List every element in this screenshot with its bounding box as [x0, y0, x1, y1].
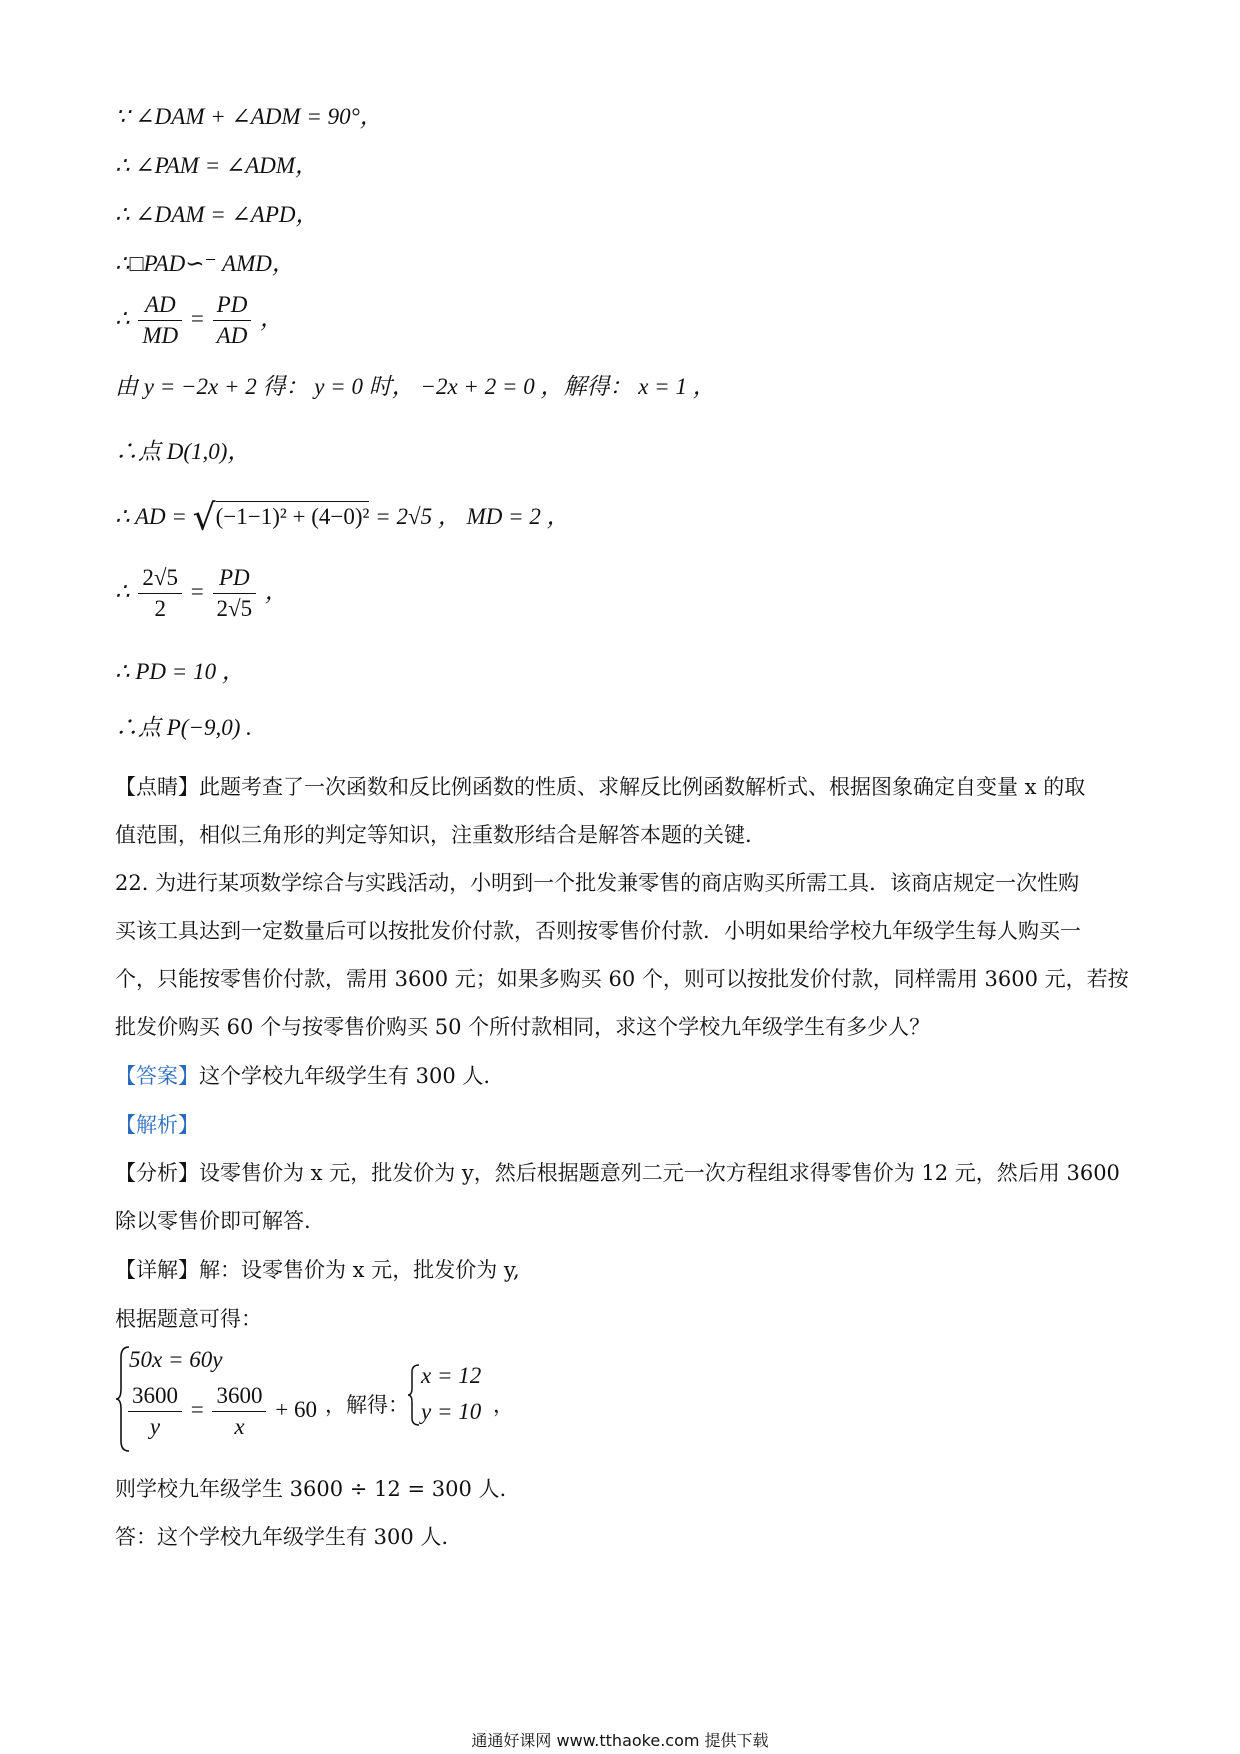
- ad-label: ∴ AD =: [115, 504, 187, 529]
- equation-2: $\frac{3600}{y}$ = $\frac{3600}{x}$ + 60: [125, 1381, 317, 1442]
- xiangjie-line-3: 则学校九年级学生 3600 ÷ 12 = 300 人.: [115, 1477, 507, 1501]
- step-ratio: ∴ $\frac{AD}{MD}$ = $\frac{PD}{AD}$ ，: [115, 290, 283, 351]
- numerator: 3600: [128, 1381, 182, 1412]
- jiexi-tag: 【解析】: [115, 1113, 199, 1137]
- step-angle-sum: ∵ ∠DAM + ∠ADM = 90°，: [115, 104, 383, 129]
- problem22-line-1: 22. 为进行某项数学综合与实践活动，小明到一个批发兼零售的商店购买所需工具．该商店规定一次性购: [115, 871, 1080, 895]
- step-ratio-values: ∴ $\frac{2√5}{2}$ = $\frac{PD}{2√5}$ ，: [115, 563, 288, 624]
- denominator: AD: [216, 323, 248, 348]
- xiangjie-line-4: 答：这个学校九年级学生有 300 人.: [115, 1525, 449, 1549]
- problem22-line-4: 批发价购买 60 个与按零售价购买 50 个所付款相同，求这个学校九年级学生有多少人？: [115, 1015, 931, 1039]
- denominator: MD: [142, 323, 179, 348]
- numerator: PD: [213, 563, 257, 594]
- fraction-3600-x: [212, 1381, 266, 1442]
- therefore-symbol: ∴: [115, 578, 130, 604]
- answer-line: [115, 1061, 490, 1091]
- solution-y: y = 10: [421, 1399, 482, 1424]
- equation-system: [115, 1345, 715, 1455]
- denominator: 2√5: [216, 596, 253, 621]
- left-brace-icon: [407, 1363, 421, 1427]
- radicand: (−1−1)² + (4−0)²: [216, 501, 370, 529]
- fraction-ad-md: [138, 290, 182, 351]
- numerator: PD: [213, 290, 252, 321]
- dianjing-line-1: 【点睛】此题考查了一次函数和反比例函数的性质、求解反比例函数解析式、根据图象确定自变量 x 的取: [115, 775, 1086, 799]
- fraction-pd-2root5: [213, 563, 257, 624]
- denominator: y: [149, 1414, 161, 1439]
- numerator: 3600: [212, 1381, 266, 1412]
- punctuation: ，: [260, 305, 284, 331]
- fenxi-line-2: 除以零售价即可解答.: [115, 1209, 311, 1233]
- radical-icon: √: [192, 497, 216, 539]
- step-angle-pam: ∴ ∠PAM = ∠ADM，: [115, 153, 319, 178]
- step-pd-value: ∴ PD = 10 ，: [115, 659, 245, 684]
- step-angle-dam: ∴ ∠DAM = ∠APD，: [115, 202, 319, 227]
- page-footer: 通通好课网 www.tthaoke.com 提供下载: [471, 1731, 769, 1750]
- numerator: AD: [138, 290, 182, 321]
- numerator: 2√5: [138, 563, 182, 594]
- plus-sixty: + 60: [275, 1396, 317, 1422]
- xiangjie-line-2: 根据题意可得：: [115, 1307, 262, 1331]
- solve-label: ，解得：: [325, 1393, 409, 1417]
- therefore-symbol: ∴: [115, 305, 130, 331]
- punctuation: ，: [264, 578, 288, 604]
- fraction-3600-y: [128, 1381, 182, 1442]
- xiangjie-line-1: 【详解】解：设零售价为 x 元，批发价为 y,: [115, 1258, 520, 1282]
- fenxi-line-1: 【分析】设零售价为 x 元，批发价为 y，然后根据题意列二元一次方程组求得零售价为 12 元，然后用 3600: [115, 1161, 1120, 1185]
- step-distance-ad: [115, 497, 570, 539]
- answer-tag: 【答案】: [115, 1064, 199, 1088]
- equation-1: 50x = 60y: [129, 1347, 223, 1372]
- step-point-d: ∴点 D(1,0)，: [115, 439, 251, 464]
- problem22-line-2: 买该工具达到一定数量后可以按批发价付款，否则按零售价付款．小明如果给学校九年级学生每人购买一: [115, 919, 1081, 943]
- step-similar-triangles: ∴□PAD∽⁻ AMD，: [115, 251, 295, 276]
- step-solve-x: 由 y = −2x + 2 得： y = 0 时， −2x + 2 = 0 ，解得： x = 1 ，: [115, 374, 716, 399]
- problem22-line-3: 个，只能按零售价付款，需用 3600 元；如果多购买 60 个，则可以按批发价付款，同样需用 3600 元，若按: [115, 967, 1129, 991]
- denominator: 2: [154, 596, 166, 621]
- answer-text: 这个学校九年级学生有 300 人.: [199, 1064, 491, 1088]
- dianjing-line-2: 值范围，相似三角形的判定等知识，注重数形结合是解答本题的关键.: [115, 823, 752, 847]
- distance-result: = 2√5 ， MD = 2 ，: [375, 504, 570, 529]
- square-root: [192, 497, 370, 539]
- step-point-p: ∴点 P(−9,0) .: [115, 715, 252, 740]
- punctuation: ，: [493, 1393, 514, 1417]
- fraction-pd-ad: [213, 290, 252, 351]
- solution-x: x = 12: [421, 1363, 482, 1388]
- denominator: x: [234, 1414, 245, 1439]
- fraction-2root5-2: [138, 563, 182, 624]
